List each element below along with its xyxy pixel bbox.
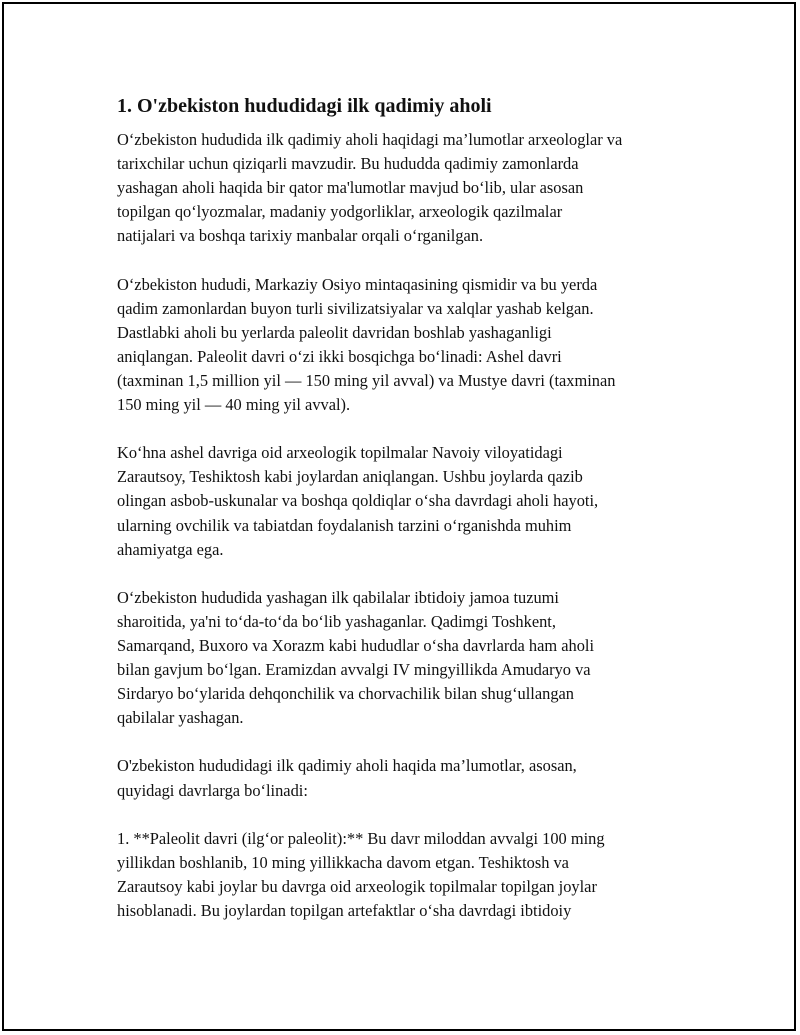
text-line: tarixchilar uchun qiziqarli mavzudir. Bu hududda qadimiy zamonlarda xyxy=(117,154,579,174)
paragraph-4 xyxy=(117,586,697,731)
text-line: olingan asbob-uskunalar va boshqa qoldiqlar o‘sha davrdagi aholi hayoti, xyxy=(117,491,599,511)
text-line: natijalari va boshqa tarixiy manbalar orqali o‘rganilgan. xyxy=(117,226,484,246)
paragraph-6 xyxy=(117,827,697,923)
paragraph-2 xyxy=(117,273,697,418)
text-line: Zarautsoy kabi joylar bu davrga oid arxeologik topilmalar topilgan joylar xyxy=(117,876,597,896)
text-line: 1. **Paleolit davri (ilg‘or paleolit):** Bu davr miloddan avvalgi 100 ming xyxy=(117,828,605,848)
text-line: O‘zbekiston hududi, Markaziy Osiyo mintaqasining qismidir va bu yerda xyxy=(117,274,598,294)
text-line: aniqlangan. Paleolit davri o‘zi ikki bosqichga bo‘linadi: Ashel davri xyxy=(117,346,562,366)
text-line: Sirdaryo bo‘ylarida dehqonchilik va chorvachilik bilan shug‘ullangan xyxy=(117,684,574,704)
paragraph-3 xyxy=(117,441,697,561)
text-line: yillikdan boshlanib, 10 ming yillikkacha davom etgan. Teshiktosh va xyxy=(117,852,569,872)
text-line: sharoitida, ya'ni to‘da-to‘da bo‘lib yashaganlar. Qadimgi Toshkent, xyxy=(117,611,556,631)
text-line: Samarqand, Buxoro va Xorazm kabi hududlar o‘sha davrlarda ham aholi xyxy=(117,635,595,655)
paragraph-5 xyxy=(117,754,697,802)
text-line: 150 ming yil — 40 ming yil avval). xyxy=(117,395,351,415)
text-line: quyidagi davrlarga bo‘linadi: xyxy=(117,780,308,800)
text-line: bilan gavjum bo‘lgan. Eramizdan avvalgi IV mingyillikda Amudaryo va xyxy=(117,660,591,680)
text-line: Ko‘hna ashel davriga oid arxeologik topilmalar Navoiy viloyatidagi xyxy=(117,443,563,463)
text-line: O‘zbekiston hududida ilk qadimiy aholi haqidagi ma’lumotlar arxeologlar va xyxy=(117,130,623,149)
text-line: Zarautsoy, Teshiktosh kabi joylardan aniqlangan. Ushbu joylarda qazib xyxy=(117,467,583,487)
text-line: qadim zamonlardan buyon turli sivilizatsiyalar va xalqlar yashab kelgan. xyxy=(117,298,594,318)
text-line: O'zbekiston hududidagi ilk qadimiy aholi haqida ma’lumotlar, asosan, xyxy=(117,756,577,776)
text-line: ahamiyatga ega. xyxy=(117,539,224,559)
document-body xyxy=(117,94,697,947)
text-line: hisoblanadi. Bu joylardan topilgan artefaktlar o‘sha davrdagi ibtidoiy xyxy=(117,901,572,920)
text-line: O‘zbekiston hududida yashagan ilk qabilalar ibtidoiy jamoa tuzumi xyxy=(117,587,559,607)
page-title: 1. O'zbekiston hududidagi ilk qadimiy aholi xyxy=(117,95,492,117)
text-line: yashagan aholi haqida bir qator ma'lumotlar mavjud bo‘lib, ular asosan xyxy=(117,178,584,198)
paragraph-1 xyxy=(117,128,697,248)
text-line: ularning ovchilik va tabiatdan foydalanish tarzini o‘rganishda muhim xyxy=(117,515,572,535)
text-line: topilgan qo‘lyozmalar, madaniy yodgorliklar, arxeologik qazilmalar xyxy=(117,202,563,222)
text-line: (taxminan 1,5 million yil — 150 ming yil avval) va Mustye davri (taxminan xyxy=(117,370,616,390)
text-line: Dastlabki aholi bu yerlarda paleolit davridan boshlab yashaganligi xyxy=(117,322,552,342)
text-line: qabilalar yashagan. xyxy=(117,708,244,728)
